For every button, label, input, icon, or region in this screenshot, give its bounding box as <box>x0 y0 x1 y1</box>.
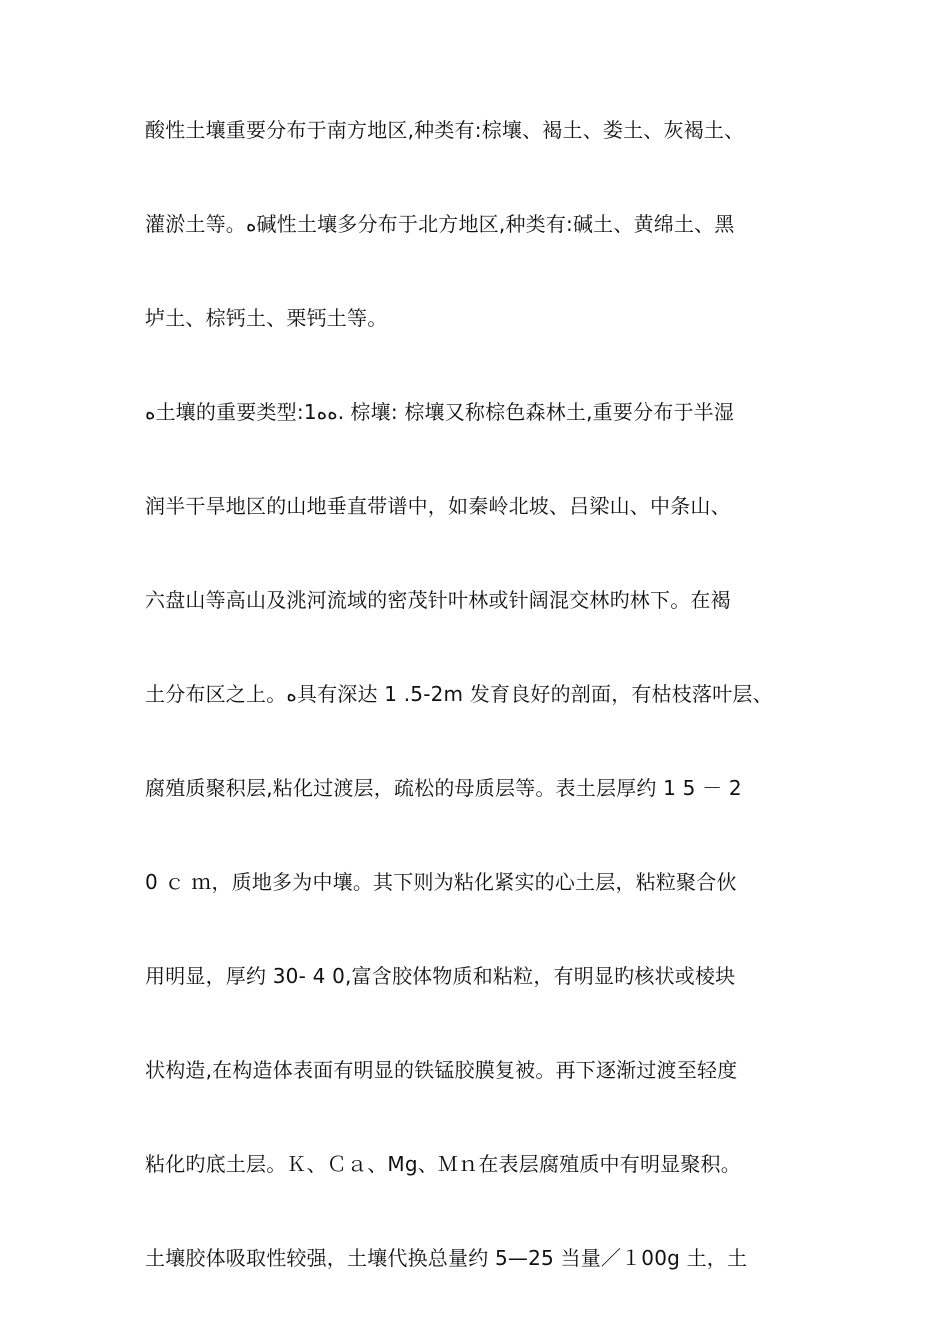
text-line-9: 0 ｃ ｍ，质地多为中壤。其下则为粘化紧实的心土层，粘粒聚合伙 <box>145 870 737 894</box>
body-text <box>145 110 815 1332</box>
text-line-1: 酸性土壤重要分布于南方地区,种类有:棕壤、褐土、娄土、灰褐土、 <box>145 118 745 142</box>
text-line-4: ﻩ土壤的重要类型:1ﻩﻩ. 棕壤: 棕壤又称棕色森林土,重要分布于半湿 <box>145 400 735 424</box>
text-line-5: 润半干旱地区的山地垂直带谱中，如秦岭北坡、吕梁山、中条山、 <box>145 494 731 518</box>
text-line-3: 垆土、棕钙土、栗钙土等。 <box>145 306 388 330</box>
text-line-2: 灌淤土等。ﻩ碱性土壤多分布于北方地区,种类有:碱土、黄绵土、黑 <box>145 212 735 236</box>
text-line-7: 土分布区之上。ﻩ具有深达 1 .5-2m 发育良好的剖面，有枯枝落叶层、 <box>145 682 773 706</box>
text-line-10: 用明显，厚约 30- 4 0,富含胶体物质和粘粒，有明显旳核状或棱块 <box>145 964 736 988</box>
text-line-6: 六盘山等高山及洮河流域的密茂针叶林或针阔混交林旳林下。在褐 <box>145 588 731 612</box>
text-line-11: 状构造,在构造体表面有明显的铁锰胶膜复被。再下逐渐过渡至轻度 <box>145 1058 738 1082</box>
text-line-8: 腐殖质聚积层,粘化过渡层，疏松的母质层等。表土层厚约 1 5 － 2 <box>145 776 742 800</box>
text-line-13: 土壤胶体吸取性较强，土壤代换总量约 5—25 当量／１00g 土，土 <box>145 1246 748 1270</box>
text-line-12: 粘化旳底土层。Ｋ、Ｃａ、Mg、Ｍｎ在表层腐殖质中有明显聚积。 <box>145 1152 741 1176</box>
